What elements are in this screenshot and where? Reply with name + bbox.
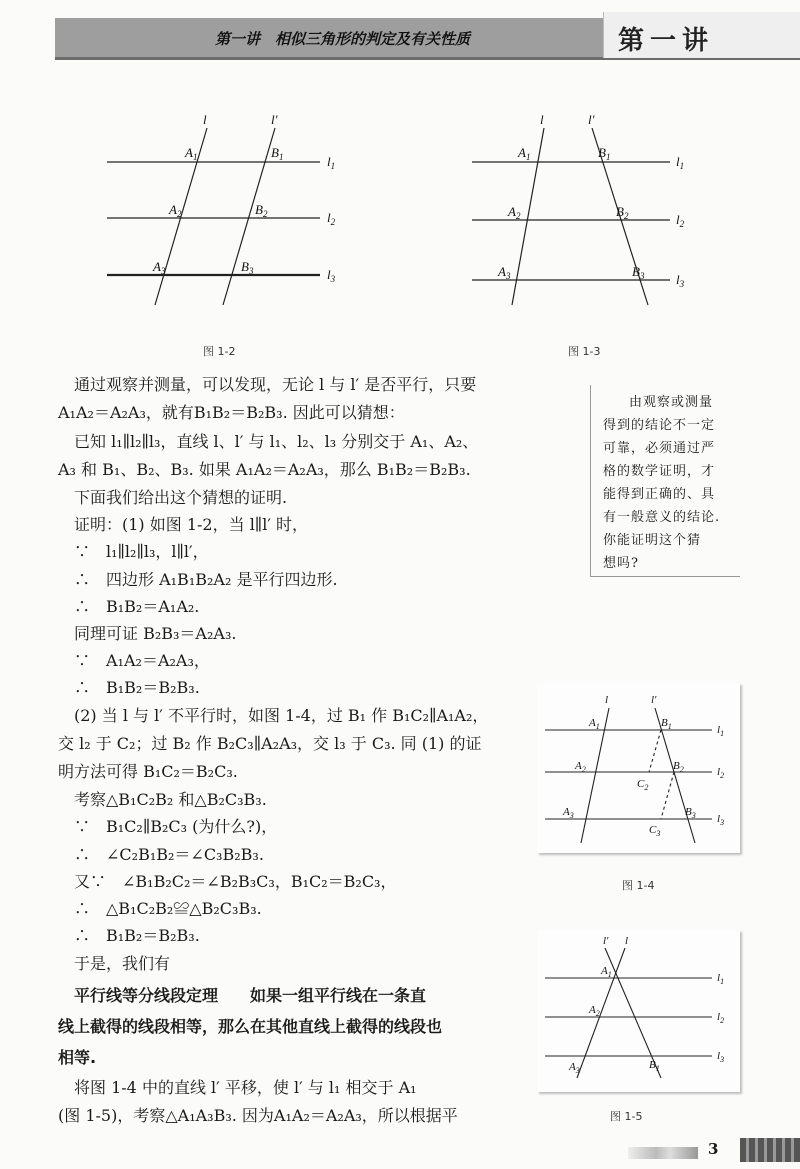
label-A3: $A_3$ [569,1061,580,1075]
label-C2: $C_2$ [637,778,649,792]
text-line: 又∵ ∠B₁B₂C₂＝∠B₂B₃C₃，B₁C₂＝B₂C₃， [58,872,397,891]
label-B2: $B_2$ [616,204,629,221]
label-B1: $B_1$ [598,145,611,162]
label-A2: $A_2$ [589,1004,600,1018]
figure-1-5-caption: 图 1-5 [610,1110,643,1123]
label-l1: $l_1$ [717,724,725,738]
label-A1: $A_1$ [185,145,198,162]
figure-1-4 [537,683,740,853]
margin-note-line: 想吗? [603,556,639,571]
text-line: 通过观察并测量，可以发现，无论 l 与 l′ 是否平行，只要 [58,375,477,394]
label-l1: $l_1$ [676,154,685,171]
segment-B1C2 [649,730,661,772]
label-l1: $l_1$ [327,154,336,171]
margin-note-line: 由观察或测量 [629,395,714,410]
figure-1-3 [460,110,700,325]
margin-note-line: 有一般意义的结论. [603,510,721,525]
text-line: 证明：(1) 如图 1-2，当 l∥l′ 时， [58,515,309,534]
text-line: (图 1-5)，考察△A₁A₃B₃. 因为A₁A₂＝A₂A₃，所以根据平 [58,1106,458,1125]
label-l-prime: l′ [271,112,278,127]
figure-1-4-frame [537,683,740,853]
label-l3: $l_3$ [717,1050,725,1064]
text-line: 交 l₂ 于 C₂；过 B₂ 作 B₂C₃∥A₂A₃，交 l₃ 于 C₃. 同 (1) 的证 [58,734,482,753]
text-line: ∴ B₁B₂＝A₁A₂. [58,597,200,616]
text-line: 于是，我们有 [58,954,171,973]
theorem-line: 线上截得的线段相等，那么在其他直线上截得的线段也 [58,1017,443,1036]
text-line: 下面我们给出这个猜想的证明. [58,488,288,507]
margin-note-line: 得到的结论不一定 [603,418,716,433]
label-B3: $B_3$ [632,264,645,281]
margin-note-line: 可靠，必须通过严 [603,441,716,456]
label-A1: $A_1$ [589,717,600,731]
margin-note [590,385,740,577]
text-line: 考察△B₁C₂B₂ 和△B₂C₃B₃. [58,790,267,809]
label-l-prime: l′ [603,935,609,947]
label-l-prime: l′ [588,112,595,127]
label-B1: $B_1$ [649,1059,660,1073]
figure-1-3-caption: 图 1-3 [568,345,601,358]
text-line: ∵ l₁∥l₂∥l₃，l∥l′， [58,542,209,561]
label-l2: $l_2$ [327,210,336,227]
label-l2: $l_2$ [676,212,685,229]
segment-B2C3 [661,772,674,819]
label-B2: $B_2$ [255,202,268,219]
text-line: ∴ B₁B₂＝B₂B₃. [58,678,200,697]
text-line: ∴ B₁B₂＝B₂B₃. [58,926,200,945]
figure-1-4-caption: 图 1-4 [622,879,655,892]
label-l: l [540,112,544,127]
label-l-prime: l′ [651,694,657,706]
chapter-tab [603,12,800,58]
margin-note-line: 格的数学证明，才 [603,464,716,479]
text-line: ∵ A₁A₂＝A₂A₃， [58,651,210,670]
label-B1: $B_1$ [271,145,284,162]
theorem-line: 相等. [58,1048,97,1067]
chapter-title: 第一讲 相似三角形的判定及有关性质 [215,30,471,48]
label-l2: $l_2$ [717,766,725,780]
label-C3: $C_3$ [649,824,661,838]
margin-note-line: 你能证明这个猜 [603,533,702,548]
label-A2: $A_2$ [575,760,586,774]
text-line: A₃ 和 B₁、B₂、B₃. 如果 A₁A₂＝A₂A₃，那么 B₁B₂＝B₂B₃. [58,460,471,479]
label-A3: $A_3$ [563,806,574,820]
figure-1-2 [95,110,385,325]
label-l3: $l_3$ [717,813,725,827]
label-B3: $B_3$ [685,806,696,820]
text-line: (2) 当 l 与 l′ 不平行时，如图 1-4，过 B₁ 作 B₁C₂∥A₁A₂， [58,706,489,725]
label-B1: $B_1$ [661,717,672,731]
label-l3: $l_3$ [327,267,336,284]
label-l3: $l_3$ [676,272,685,289]
text-line: 已知 l₁∥l₂∥l₃，直线 l、l′ 与 l₁、l₂、l₃ 分别交于 A₁、A₂、 [58,432,479,451]
label-A1: $A_1$ [601,965,612,979]
label-l: l [625,935,629,947]
label-A2: $A_2$ [508,204,521,221]
text-line: 同理可证 B₂B₃＝A₂A₃. [58,624,237,643]
figure-1-5 [537,930,740,1092]
footer-tab-decoration [740,1138,800,1162]
text-line: A₁A₂＝A₂A₃，就有B₁B₂＝B₂B₃. 因此可以猜想： [58,403,405,422]
chapter-tab-label: 第一讲 [618,26,715,56]
theorem-line: 平行线等分线段定理 如果一组平行线在一条直 [58,986,427,1005]
label-l: l [605,694,609,706]
label-A1: $A_1$ [518,145,531,162]
label-A3: $A_3$ [153,259,166,276]
label-B3: $B_3$ [241,259,254,276]
text-line: 将图 1-4 中的直线 l′ 平移，使 l′ 与 l₁ 相交于 A₁ [58,1078,417,1097]
text-line: ∴ ∠C₂B₁B₂＝∠C₃B₂B₃. [58,845,264,864]
label-l1: $l_1$ [717,972,725,986]
label-A2: $A_2$ [169,202,182,219]
figure-1-5-frame [537,930,740,1092]
label-l2: $l_2$ [717,1011,725,1025]
footer-decoration [628,1147,698,1159]
text-line: ∴ △B₁C₂B₂≌△B₂C₃B₃. [58,899,262,918]
text-line: 明方法可得 B₁C₂＝B₂C₃. [58,762,238,781]
label-B2: $B_2$ [673,760,684,774]
margin-note-line: 能得到正确的、具 [603,487,716,502]
text-line: ∵ B₁C₂∥B₂C₃ (为什么?)， [58,817,278,836]
label-A3: $A_3$ [498,264,511,281]
figure-1-2-caption: 图 1-2 [203,345,236,358]
text-line: ∴ 四边形 A₁B₁B₂A₂ 是平行四边形. [58,570,338,589]
page-number: 3 [708,1140,719,1158]
page-header [0,0,800,62]
label-l: l [203,112,207,127]
